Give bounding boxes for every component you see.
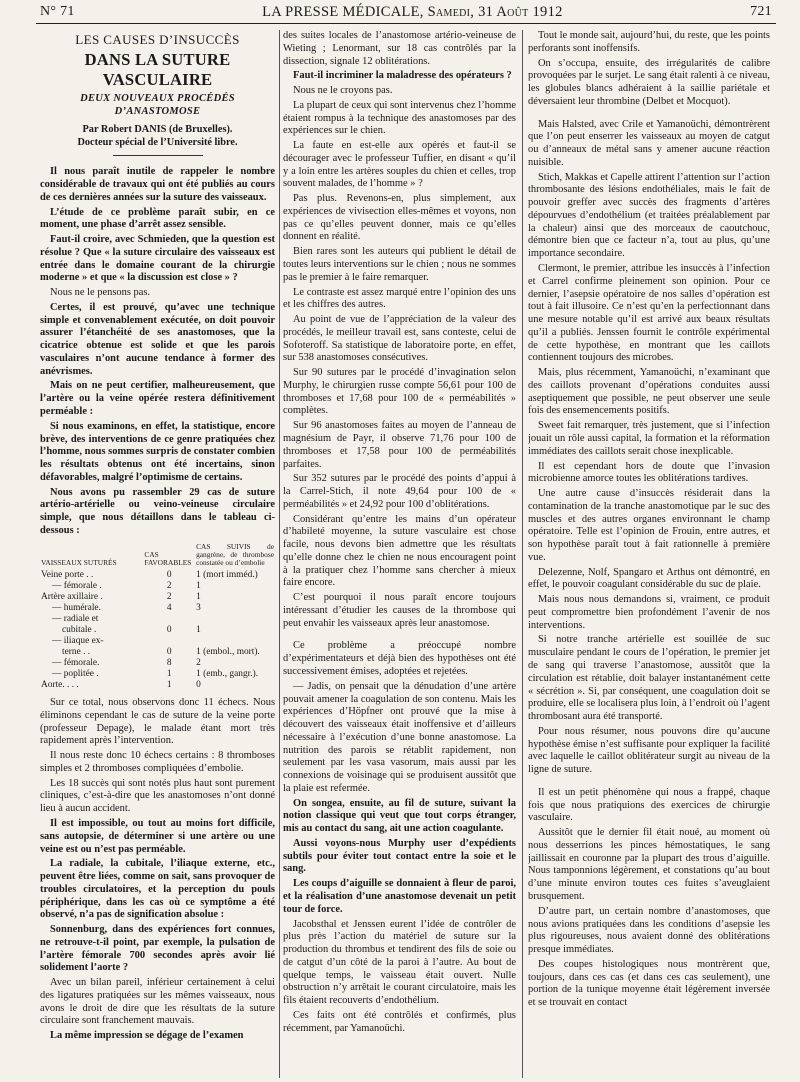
article-subtitle: DEUX NOUVEAUX PROCÉDÉS D’ANASTOMOSE xyxy=(80,93,235,118)
table-row xyxy=(40,581,275,592)
paragraph: Pas plus. Revenons-en, plus simplement, aux expériences de vivisection elles-mêmes et voyons, non pas ce qu’elles peuvent donner, mais ce qu’elles donnent en réalité. xyxy=(283,193,516,243)
paragraph: Sur ce total, nous observons donc 11 échecs. Nous éliminons cependant le cas de suture de la veine porte (professeur Depage), le malade étant mort très rapidement après l’intervention. xyxy=(40,697,275,747)
table-cell: Artère axillaire . xyxy=(41,592,103,603)
column-divider xyxy=(279,30,280,1078)
paragraph: Aussitôt que le dernier fil était noué, au moment où nous desserrions les pinces hémostatiques, le sang jaillissait en couronne par la plupart des trous d’aiguille. Nous tamponnions légèrement, et constations qu’au bout d’une minute environ toutes ces fuites s’aveuglaient brusquement. xyxy=(528,827,770,902)
paragraph: Si notre tranche artérielle est souillée de suc musculaire pendant le cours de l’opération, le premier jet de sang qui traverse l’anastomose, aussitôt que la circulation est rétablie, doit balayer instantanément cette « sécrétion ». Si, par conséquent, une coagulation doit se produire, elle se localisera plus loin, à l’endroit où l’agent thrombosant aura été transporté. xyxy=(528,634,770,723)
paragraph: Nous avons pu rassembler 29 cas de suture artério-artérielle ou veino-veineuse circulaire simple, que nous détaillons dans le tableau ci-dessous : xyxy=(40,486,275,536)
paragraph: Une autre cause d’insuccès résiderait dans la contamination de la tranche anastomotique par le suc des muscles et des autres organes environnant le champ opératoire. Telle est l’opinion de Frouin, entre autres, et son hypothèse paraît tout à fait rationnelle à première vue. xyxy=(528,488,770,563)
paragraph: La faute en est-elle aux opérés et faut-il se décourager avec le professeur Tuffier, en disant « qu’il y a loin entre les artères souples du chien et celles, trop souvent malades, de l’homme » ? xyxy=(283,140,516,190)
paragraph: Il nous paraît inutile de rappeler le nombre considérable de travaux qui ont été publiés au cours de ces dernières années sur la suture des vaisseaux. xyxy=(40,166,275,203)
paragraph: Des coupes histologiques nous montrèrent que, toujours, dans ces cas (et dans ces cas seulement), une portion de la tunique moyenne était légèrement inversée et se trouvait en contact xyxy=(528,958,770,1009)
paragraph: Aussi voyons-nous Murphy user d’expédients subtils pour éviter tout contact entre la soie et le sang. xyxy=(283,837,516,875)
paragraph: Faut-il incriminer la maladresse des opérateurs ? xyxy=(293,70,512,82)
paragraph: Le contraste est assez marqué entre l’opinion des uns et les chiffres des autres. xyxy=(283,286,516,311)
paragraph: Stich, Makkas et Capelle attirent l’attention sur l’action thrombosante des lésions endothéliales, mais le fait de pouvoir greffer avec succès des fragments d’artères dépourvues d’endothélium (et traitées préalablement par la chaleur) ainsi que des morceaux de caoutchouc, démontre bien que ce facteur n’a, tout au plus, qu’une importance secondaire. xyxy=(528,171,770,260)
paragraph: Il nous reste donc 10 échecs certains : 8 thromboses simples et 2 thromboses compliquées d’embolie. xyxy=(40,750,275,774)
page-header xyxy=(40,2,772,22)
paragraph: Ce problème a préoccupé nombre d’expérimentateurs et déjà bien des hypothèses ont été successivement émises, adoptées et rejetées. xyxy=(283,640,516,677)
table-cell: — iliaque ex- xyxy=(52,636,104,647)
paragraph: Sur 352 sutures par le procédé des points d’appui à la Carrel-Stich, il note 49,64 pour 100 de « perméabilités » et 24,92 pour 100 d’oblitérations. xyxy=(283,473,516,510)
paragraph: Mais on ne peut certifier, malheureusement, que l’artère ou la veine opérée restera définitivement perméable : xyxy=(40,380,275,417)
table-row xyxy=(40,625,275,636)
paragraph: Jacobsthal et Jenssen eurent l’idée de contrôler de plus près l’action du matériel de suture sur la production du thrombus et tendirent des fils de soie ou de catgut d’un côté de la paroi à l’autre. Au bout de quelque temps, le vaisseau était ouvert. Nulle obstruction n’y arrêtait le courant circulatoire, mais les fils étaient recouverts d’endothélium. xyxy=(283,918,516,1007)
section-gap xyxy=(283,632,516,640)
table-row xyxy=(40,669,275,680)
paragraph: Sweet fait remarquer, très justement, que si l’infection jouait un rôle aussi capital, la formation et la réformation immédiates des caillots serait chose inexplicable. xyxy=(528,420,770,457)
paragraph: Mais Halsted, avec Crile et Yamanoüchi, démontrèrent que l’on peut enserrer les vaisseaux au moyen de catgut ou d’anneaux de métal sans y amener aucune réaction nuisible. xyxy=(528,118,770,168)
paragraph: Mais, plus récemment, Yamanoüchi, n’examinant que des caillots provenant d’opérations conduites aussi aseptiquement que possible, ne peut observer une seule fois des ensemencements positifs. xyxy=(528,367,770,417)
paragraph: La même impression se dégage de l’examen xyxy=(50,1030,244,1042)
paragraph: On s’occupa, ensuite, des irrégularités de calibre provoquées par le surjet. Le sang était ralenti à ce niveau, les globules blancs adhéraient à la saillie pariétale et déversaient leur thrombine (Delbet et Mocquot). xyxy=(528,57,770,107)
table-cell: 1 (emb., gangr.). xyxy=(196,669,259,680)
table-cell: 1 xyxy=(196,581,201,592)
table-cell: — poplitée . xyxy=(52,669,99,680)
paragraph: La radiale, la cubitale, l’iliaque externe, etc., peuvent être liées, comme on sait, sans provoquer de troubles circulatoires, et la perception du pouls périphérique, dans les cas où ce symptôme a été observé, n’a pas de signification absolue : xyxy=(40,858,275,921)
table-header-favorable: CAS FAVORABLES xyxy=(144,549,192,567)
paragraph: Sonnenburg, dans des expériences fort connues, ne retrouve-t-il point, par exemple, la pulsation de l’artère fémorale 700 secondes après avoir lié solidement l’aorte ? xyxy=(40,924,275,974)
table-cell: terne . . xyxy=(62,647,91,658)
table-cell xyxy=(195,636,275,647)
paragraph: Il est impossible, ou tout au moins fort difficile, sans autopsie, de déterminer si une artère ou une veine est ou n’est pas perméable. xyxy=(40,817,275,855)
table-cell: 3 xyxy=(196,603,201,614)
paragraph: Avec un bilan pareil, inférieur certainement à celui des ligatures pratiquées sur les mêmes vaisseaux, nous avons le droit de dire que les résultats de la suture circulaire sont franchement mauvais. xyxy=(40,977,275,1027)
table-cell: — radiale et xyxy=(52,614,99,625)
table-cell: 0 xyxy=(166,625,172,636)
table-cell: 1 (mort imméd.) xyxy=(196,570,258,581)
article-title-line1: LES CAUSES D’INSUCCÈS xyxy=(75,32,240,47)
table-cell: 8 xyxy=(166,658,172,669)
table-cell: — fémorale . xyxy=(52,581,102,592)
table-row xyxy=(40,636,275,647)
paragraph: Clermont, le premier, attribue les insuccès à l’infection et Carrel confirme pleinement son opinion. Pour ce dernier, l’asepsie opératoire de nos salles d’opération est tout à fait illusoire. Ce n’est qu’en la perfectionnant dans une mesure notable qu’il est arrivé aux beaux résultats qu’il a publiés. Jenssen fournit le contrôle expérimental de cette hypothèse, en montrant que les caillots contiennent toujours des microbes. xyxy=(528,263,770,364)
section-gap xyxy=(528,779,770,787)
paragraph: Faut-il croire, avec Schmieden, que la question est résolue ? Que « la suture circulaire des vaisseaux est entrée dans le domaine courant de la chirurgie moderne » et que « la discussion est close » ? xyxy=(40,234,275,284)
paragraph: des suites locales de l’anastomose artério-veineuse de Wieting ; Lenormant, sur 18 cas contrôlés par la dissection, signale 12 oblitérations. xyxy=(283,30,516,67)
table-cell: 1 xyxy=(196,625,201,636)
paragraph: Si nous examinons, en effet, la statistique, encore brève, des interventions de ce genre pratiquées chez l’homme, nous sommes surpris de constater combien les résultats obtenus ont été incertains, sinon défavorables, malgré l’optimisme de certains. xyxy=(40,420,275,483)
table-cell: — fémorale. xyxy=(52,658,100,669)
paragraph: Mais nous nous demandons si, vraiment, ce produit peut compromettre bien profondément l’avenir de nos interventions. xyxy=(528,594,770,631)
table-cell xyxy=(195,614,275,625)
table-cell: 0 xyxy=(196,680,201,691)
paragraph: C’est pourquoi il nous paraît encore toujours intéressant d’étudier les causes de la thrombose qui peut envahir les vaisseaux après leur anastomose. xyxy=(283,592,516,629)
table-cell: 4 xyxy=(166,603,172,614)
paragraph: Les coups d’aiguille se donnaient à fleur de paroi, et la réalisation d’une anastomose devenait un petit tour de force. xyxy=(283,878,516,915)
column-divider xyxy=(522,30,523,1078)
table-cell: Aorte. . . . xyxy=(41,680,79,691)
column-1 xyxy=(40,30,275,1078)
statistics-table xyxy=(40,543,275,691)
table-row xyxy=(40,603,275,614)
table-cell xyxy=(143,636,195,647)
table-cell: 0 xyxy=(166,570,172,581)
paragraph: Tout le monde sait, aujourd’hui, du reste, que les points perforants sont inoffensifs. xyxy=(528,30,770,54)
paragraph: On songea, ensuite, au fil de suture, suivant la notion classique qui veut que tout corps étranger, mis au contact du sang, ait une action coagulante. xyxy=(283,797,516,835)
table-header-vessel: VAISSEAUX SUTURÉS xyxy=(41,557,117,567)
table-row xyxy=(40,647,275,658)
paragraph: Pour nous résumer, nous pouvons dire qu’aucune hypothèse émise n’est suffisante pour expliquer la facilité avec laquelle le caillot oblitérateur surgit au niveau de la ligne de suture. xyxy=(528,725,770,776)
paragraph: Delezenne, Nolf, Spangaro et Arthus ont démontré, en effet, le pouvoir coagulant considérable du suc de plaie. xyxy=(528,566,770,591)
section-gap xyxy=(528,111,770,119)
table-cell: Veine porte . . xyxy=(41,570,94,581)
paragraph: Les 18 succès qui sont notés plus haut sont purement cliniques, c’est-à-dire que les anastomoses n’ont donné lieu à aucun accident. xyxy=(40,777,275,815)
table-header-followed: CAS SUIVIS de gangrène, de thrombose constatée ou d’embolie xyxy=(196,541,274,567)
table-cell: 1 xyxy=(166,680,172,691)
paragraph: — Jadis, on pensait que la dénudation d’une artère pouvait amener la coagulation de son contenu. Mais les expériences d’Höpfner ont prouvé que la mise à découvert des vaisseaux était inoffensive et d’ailleurs nécessaire à l’exécution d’une bonne anastomose. La nutrition des parois se rétablit rapidement, non seulement par les vasa vasorum, mais aussi par les connexions de voisinage qui se produisent aussitôt que la plaie est refermée. xyxy=(283,680,516,794)
paragraph: Sur 90 sutures par le procédé d’invagination selon Murphy, le chirurgien russe compte 56,61 pour 100 de thromboses et 17,68 pour 100 de « perméabilités » complètes. xyxy=(283,367,516,417)
table-cell: 2 xyxy=(166,592,172,603)
table-cell: 0 xyxy=(166,647,172,658)
column-2 xyxy=(283,30,516,1078)
table-header-row xyxy=(40,543,275,570)
column-3 xyxy=(528,30,770,1078)
author-byline: Par Robert DANIS (de Bruxelles). xyxy=(82,124,233,136)
paragraph: Ces faits ont été contrôlés et confirmés, plus récemment, par Yamanoüchi. xyxy=(283,1009,516,1034)
table-row xyxy=(40,680,275,691)
table-row xyxy=(40,592,275,603)
paragraph: Sur 96 anastomoses faites au moyen de l’anneau de magnésium de Payr, il observe 71,76 pour 100 de thromboses et 17,58 pour 100 de perméabilités parfaites. xyxy=(283,420,516,470)
table-row xyxy=(40,658,275,669)
table-row xyxy=(40,614,275,625)
table-cell: 1 xyxy=(166,669,172,680)
table-cell: 2 xyxy=(166,581,172,592)
paragraph: Au point de vue de l’appréciation de la valeur des procédés, le meilleur travail est, sans conteste, celui de Sofoteroff. Sa statistique de laboratoire porte, en effet, sur 538 anastomoses consécutives. xyxy=(283,314,516,364)
table-row xyxy=(40,570,275,581)
table-cell xyxy=(143,614,195,625)
issue-number: N° 71 xyxy=(40,4,75,19)
paragraph: Bien rares sont les auteurs qui publient le détail de toutes leurs interventions sur le chien ; nous ne sommes pas le premier à le faire remarquer. xyxy=(283,246,516,283)
title-divider xyxy=(113,155,203,156)
article-title-line2: DANS LA SUTURE VASCULAIRE xyxy=(84,49,231,90)
table-cell: 1 (embol., mort). xyxy=(196,647,260,658)
paragraph: L’étude de ce problème paraît subir, en ce moment, une phase d’arrêt assez sensible. xyxy=(40,206,275,231)
paragraph: Nous ne le croyons pas. xyxy=(293,85,393,97)
paragraph: D’autre part, un certain nombre d’anastomoses, que nous avions pratiquées dans les conditions d’asepsie les plus rigoureuses, nous avaient donné des oblitérations presque immédiates. xyxy=(528,905,770,956)
paragraph: Certes, il est prouvé, qu’avec une technique simple et convenablement exécutée, on doit pouvoir assurer l’étanchéité de ses anastomoses, que la cicatrice obtenue est solide et que les parois vasculaires n’ont aucune tendance à former des anévrismes. xyxy=(40,301,275,377)
author-title: Docteur spécial de l’Université libre. xyxy=(77,136,238,148)
journal-title: LA PRESSE MÉDICALE, Samedi, 31 Août 1912 xyxy=(262,3,563,20)
table-cell: 2 xyxy=(196,658,201,669)
paragraph: Il est un petit phénomène qui nous a frappé, chaque fois que nous pratiquions des exercices de chirurgie vasculaire. xyxy=(528,786,770,824)
paragraph: La plupart de ceux qui sont intervenus chez l’homme étaient rompus à la technique des anastomoses par des expériences sur le chien. xyxy=(283,99,516,137)
header-rule xyxy=(36,23,776,24)
table-cell: 1 xyxy=(196,592,201,603)
page-number: 721 xyxy=(750,4,772,19)
paragraph: Considérant qu’entre les mains d’un opérateur d’habileté moyenne, la suture vasculaire est chose facile, nous devons bien admettre que les résultats qu’elle donne chez le chien ne nous encouragent point à la pratiquer chez l’homme sans chercher à mieux faire encore. xyxy=(283,513,516,589)
table-cell: cubitale . xyxy=(62,625,97,636)
paragraph: Il est cependant hors de doute que l’invasion microbienne amorce toutes les oblitérations tardives. xyxy=(528,460,770,485)
paragraph: Nous ne le pensons pas. xyxy=(50,287,151,299)
table-cell: — humérale. xyxy=(52,603,101,614)
